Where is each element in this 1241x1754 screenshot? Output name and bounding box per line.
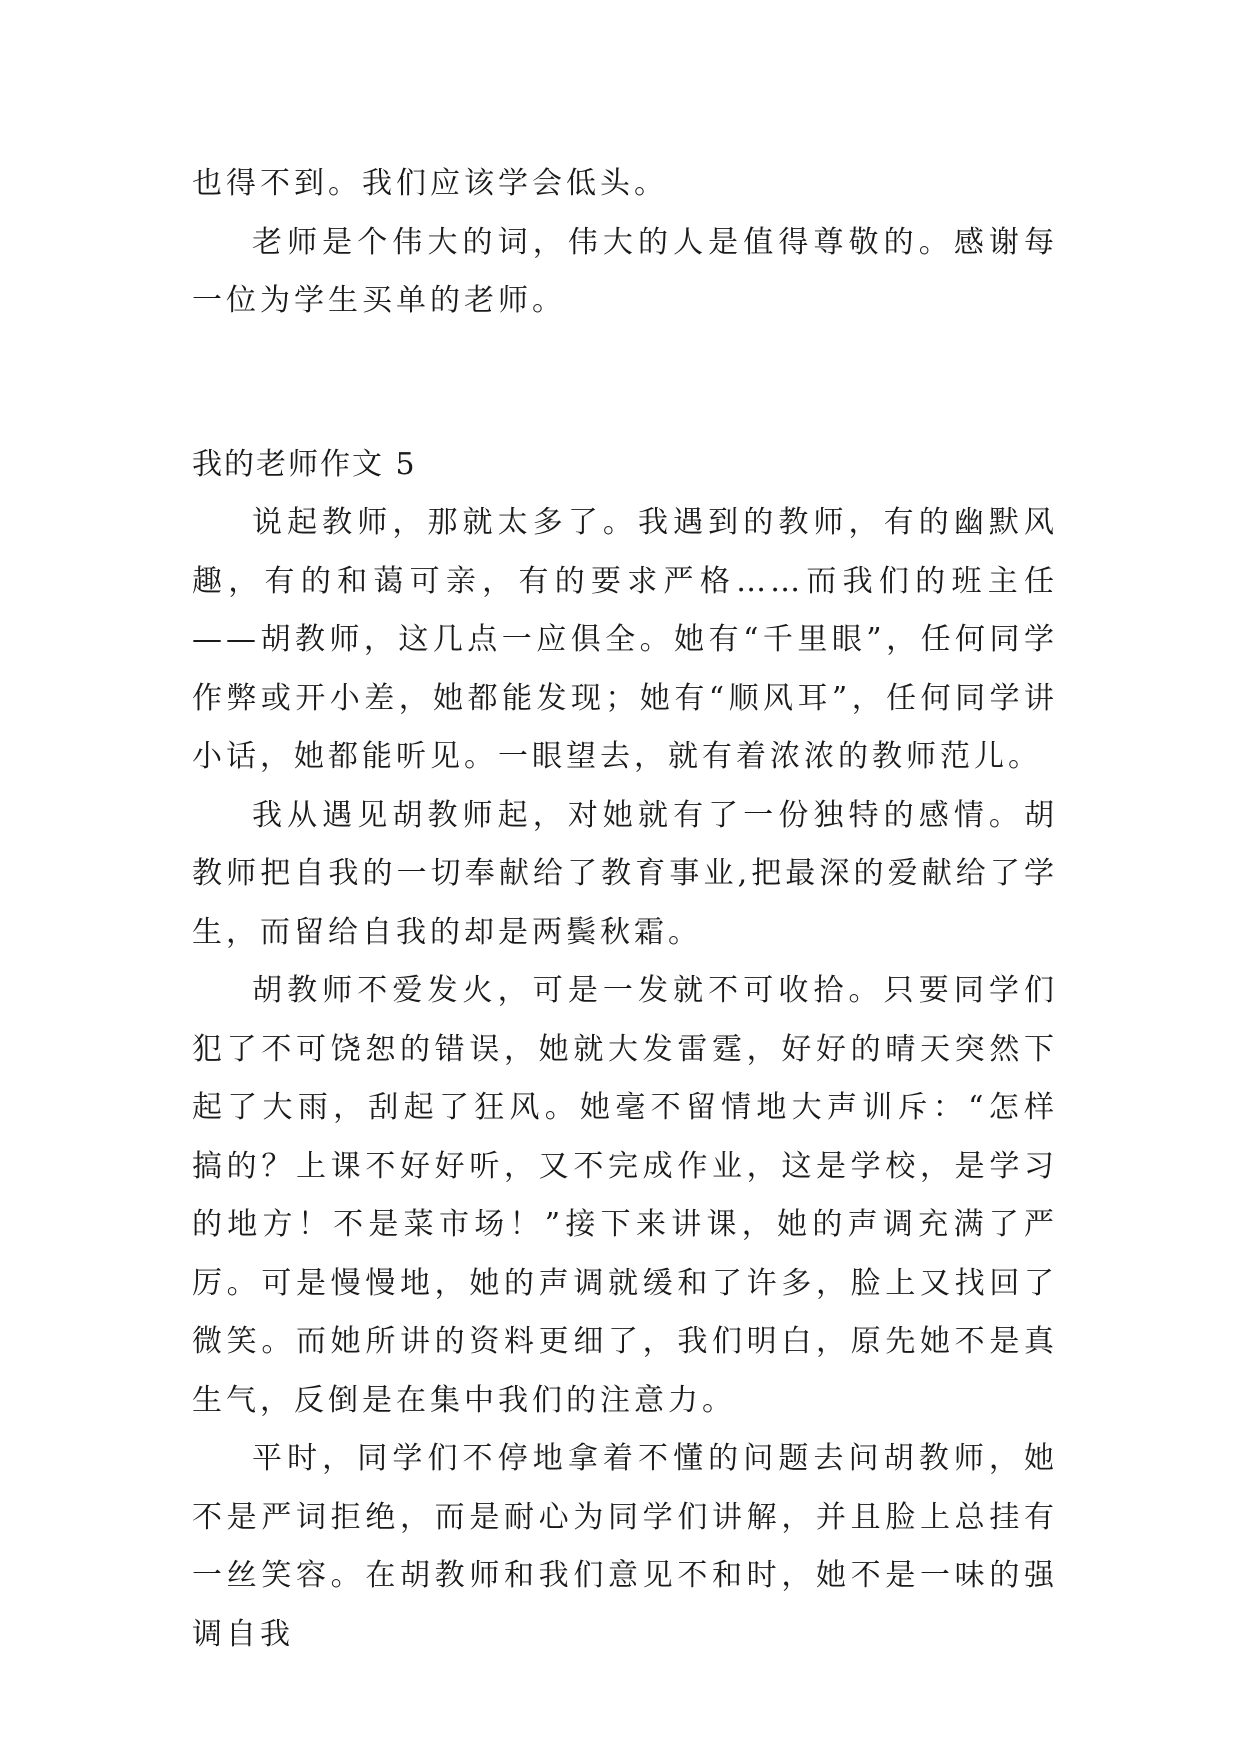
document-body: [192, 155, 1058, 1664]
section-gap: [192, 331, 1058, 436]
section-title: 我的老师作文 5: [192, 446, 417, 482]
paragraph-feelings: 我从遇见胡教师起，对她就有了一份独特的感情。胡教师把自我的一切奉献给了教育事业,把最深的爱献给了学生，而留给自我的却是两鬓秋霜。: [192, 797, 1058, 950]
paragraph-intro-teacher: 说起教师，那就太多了。我遇到的教师，有的幽默风趣，有的和蔼可亲，有的要求严格……而我们的班主任——胡教师，这几点一应俱全。她有“千里眼”，任何同学作弊或开小差，她都能发现；她有“顺风耳”，任何同学讲小话，她都能听见。一眼望去，就有着浓浓的教师范儿。: [192, 505, 1058, 774]
paragraph-temper: 胡教师不爱发火，可是一发就不可收拾。只要同学们犯了不可饶恕的错误，她就大发雷霆，好好的晴天突然下起了大雨，刮起了狂风。她毫不留情地大声训斥：“怎样搞的？上课不好好听，又不完成作业，这是学校，是学习的地方！不是菜市场！”接下来讲课，她的声调充满了严厉。可是慢慢地，她的声调就缓和了许多，脸上又找回了微笑。而她所讲的资料更细了，我们明白，原先她不是真生气，反倒是在集中我们的注意力。: [192, 973, 1058, 1418]
paragraph-patience: 平时，同学们不停地拿着不懂的问题去问胡教师，她不是严词拒绝，而是耐心为同学们讲解，并且脸上总挂有一丝笑容。在胡教师和我们意见不和时，她不是一味的强调自我: [192, 1441, 1058, 1652]
paragraph-teacher-greatness: 老师是个伟大的词，伟大的人是值得尊敬的。感谢每一位为学生买单的老师。: [192, 224, 1058, 318]
paragraph-continuation: 也得不到。我们应该学会低头。: [192, 166, 668, 201]
